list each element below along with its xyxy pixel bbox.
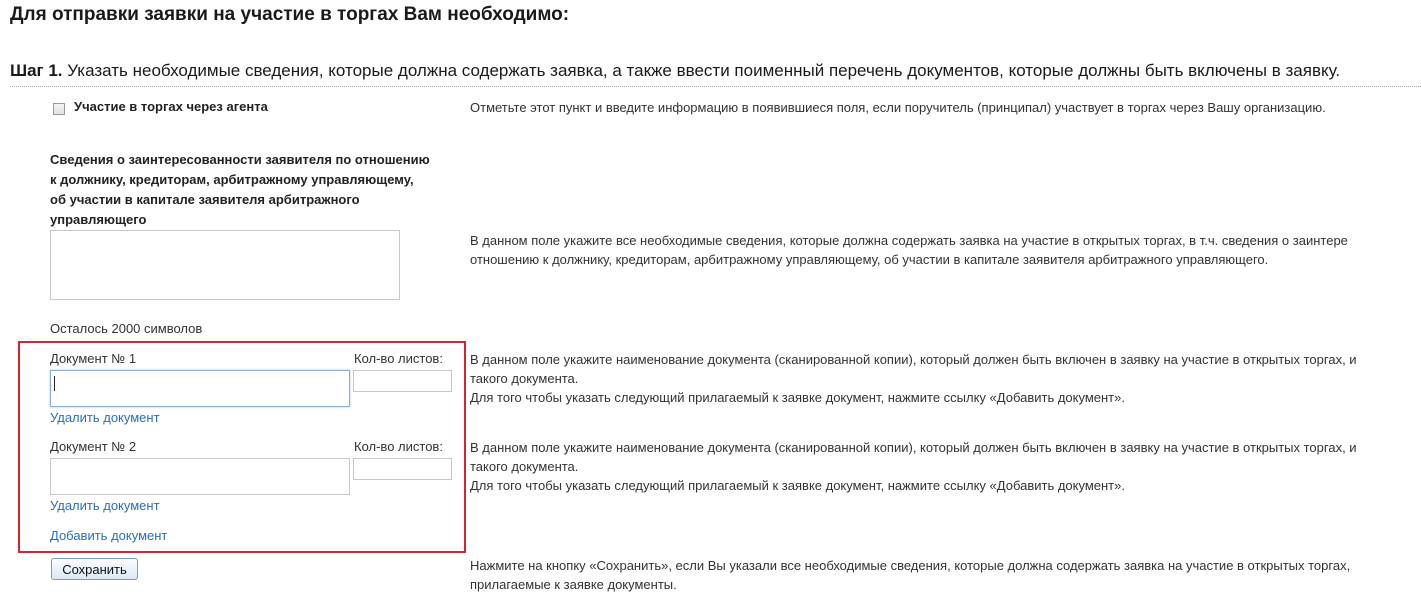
page-title: Для отправки заявки на участие в торгах Вам необходимо: bbox=[10, 4, 570, 25]
document-1-help-line-1: В данном поле укажите наименование документа (сканированной копии), который должен быть включен в заявку на участие в открытых торгах, и bbox=[470, 352, 1357, 367]
interest-help-line-1: В данном поле укажите все необходимые сведения, которые должна содержать заявка на участие в открытых торгах, в т.ч. сведения о заинтере bbox=[470, 233, 1348, 248]
document-2-name-input[interactable] bbox=[50, 458, 350, 495]
interest-textarea[interactable] bbox=[50, 230, 400, 300]
interest-help-line-2: отношению к должнику, кредиторам, арбитражному управляющему, об участии в капитале заявителя арбитражного управляющего. bbox=[470, 252, 1269, 267]
agent-participation-label[interactable]: Участие в торгах через агента bbox=[74, 99, 268, 114]
document-1-help-line-3: Для того чтобы указать следующий прилагаемый к заявке документ, нажмите ссылку «Добавить документ». bbox=[470, 390, 1125, 405]
document-1-help-text bbox=[470, 350, 1357, 407]
save-help-line-2: прилагаемые к заявке документы. bbox=[470, 577, 677, 592]
document-1-label: Документ № 1 bbox=[50, 351, 137, 366]
step-1-heading bbox=[10, 61, 1340, 81]
step-1-prefix: Шаг 1. bbox=[10, 61, 63, 80]
delete-document-1-link[interactable]: Удалить документ bbox=[50, 410, 160, 425]
agent-participation-checkbox[interactable] bbox=[53, 103, 65, 115]
dotted-divider bbox=[10, 86, 1421, 87]
text-caret bbox=[54, 376, 55, 391]
interest-help-text bbox=[470, 231, 1348, 269]
delete-document-2-link[interactable]: Удалить документ bbox=[50, 498, 160, 513]
remaining-characters: Осталось 2000 символов bbox=[50, 321, 203, 336]
document-1-sheets-input[interactable] bbox=[353, 370, 452, 392]
document-1-help-line-2: такого документа. bbox=[470, 371, 579, 386]
document-1-name-input[interactable] bbox=[50, 370, 350, 407]
step-1-text: Указать необходимые сведения, которые должна содержать заявка, а также ввести поименный перечень документов, которые должны быть включены в заявку. bbox=[62, 61, 1341, 80]
interest-field-label: Сведения о заинтересованности заявителя по отношению к должнику, кредиторам, арбитражному управляющему, об участии в капитале заявителя арбитражного управляющего bbox=[50, 152, 430, 227]
agent-help-text: Отметьте этот пункт и введите информацию в появившиеся поля, если поручитель (принципал) участвует в торгах через Вашу организацию. bbox=[470, 100, 1326, 115]
document-2-help-text bbox=[470, 438, 1357, 495]
add-document-link[interactable]: Добавить документ bbox=[50, 528, 168, 543]
save-button[interactable]: Сохранить bbox=[51, 558, 138, 580]
document-2-help-line-1: В данном поле укажите наименование документа (сканированной копии), который должен быть включен в заявку на участие в открытых торгах, и bbox=[470, 440, 1357, 455]
document-2-sheets-input[interactable] bbox=[353, 458, 452, 480]
save-help-text bbox=[470, 556, 1350, 594]
document-2-help-line-2: такого документа. bbox=[470, 459, 579, 474]
document-2-help-line-3: Для того чтобы указать следующий прилагаемый к заявке документ, нажмите ссылку «Добавить документ». bbox=[470, 478, 1125, 493]
document-2-label: Документ № 2 bbox=[50, 439, 137, 454]
document-2-sheets-label: Кол-во листов: bbox=[354, 439, 443, 454]
save-help-line-1: Нажмите на кнопку «Сохранить», если Вы указали все необходимые сведения, которые должна содержать заявка на участие в открытых торгах, bbox=[470, 558, 1351, 573]
document-1-sheets-label: Кол-во листов: bbox=[354, 351, 443, 366]
